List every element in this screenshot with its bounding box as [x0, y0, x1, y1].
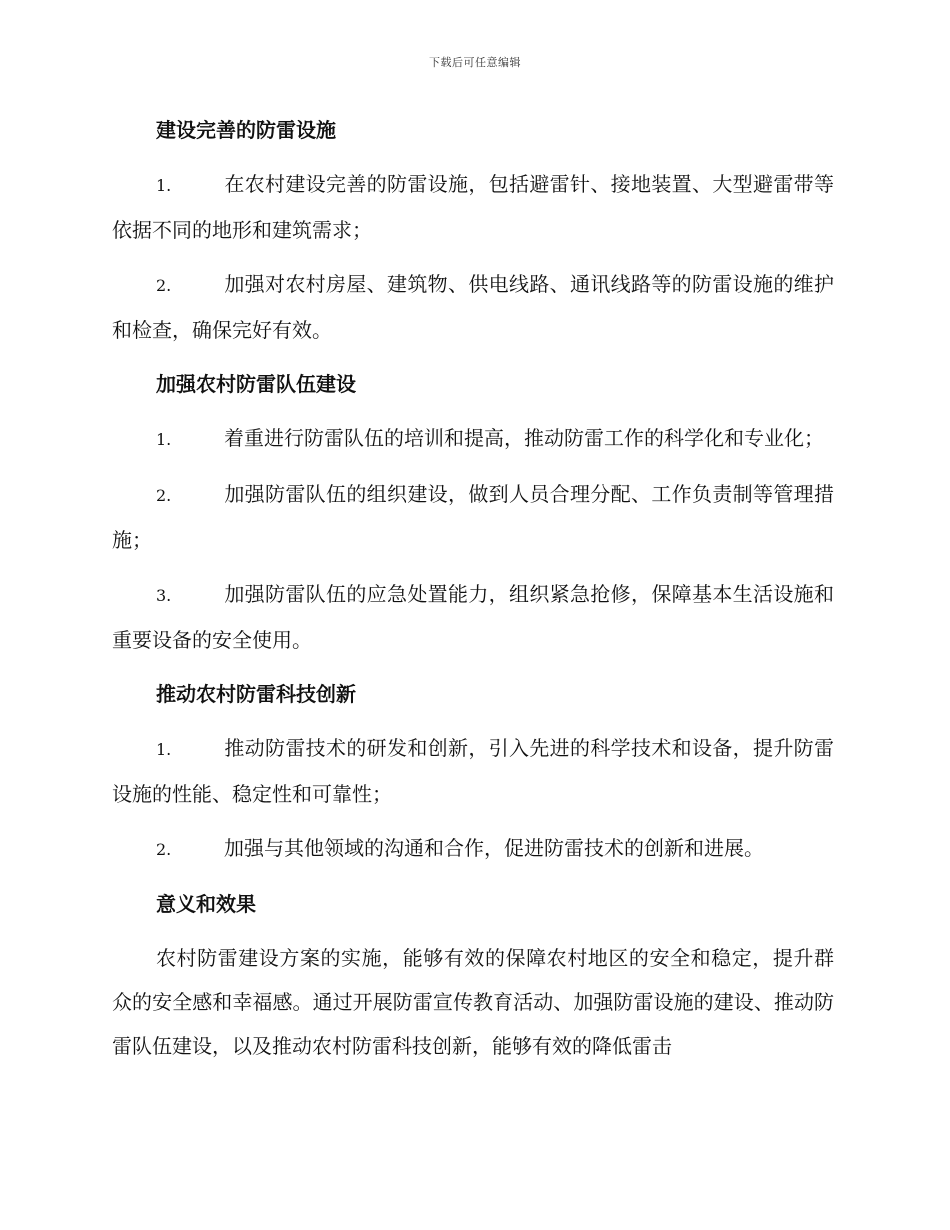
list-item — [112, 162, 834, 252]
list-item — [112, 472, 834, 562]
section-significance — [112, 882, 834, 1068]
section-heading: 建设完善的防雷设施 — [156, 118, 336, 142]
list-number: 2. — [156, 840, 172, 859]
section-tech-innovation — [112, 672, 834, 872]
section-lightning-facilities — [112, 108, 834, 352]
list-text: 加强与其他领域的沟通和合作，促进防雷技术的创新和进展。 — [224, 836, 764, 860]
list-text: 加强防雷队伍的组织建设，做到人员合理分配、工作负责制等管理措施； — [112, 482, 834, 552]
list-item — [112, 826, 834, 872]
list-number: 1. — [156, 430, 172, 449]
list-text: 推动防雷技术的研发和创新，引入先进的科学技术和设备，提升防雷设施的性能、稳定性和可靠性； — [112, 736, 834, 806]
list-item — [112, 572, 834, 662]
section-heading: 加强农村防雷队伍建设 — [156, 372, 356, 396]
list-item — [112, 726, 834, 816]
list-number: 1. — [156, 740, 172, 759]
section-heading: 意义和效果 — [156, 892, 256, 916]
section-team-building — [112, 362, 834, 662]
list-text: 着重进行防雷队伍的培训和提高，推动防雷工作的科学化和专业化； — [224, 426, 824, 450]
list-number: 3. — [156, 586, 172, 605]
list-number: 1. — [156, 176, 172, 195]
page-header: 下载后可任意编辑 — [429, 56, 521, 69]
body-paragraph: 农村防雷建设方案的实施，能够有效的保障农村地区的安全和稳定，提升群众的安全感和幸福感。通过开展防雷宣传教育活动、加强防雷设施的建设、推动防雷队伍建设，以及推动农村防雷科技创新，能够有效的降低雷击 — [112, 946, 834, 1058]
section-heading: 推动农村防雷科技创新 — [156, 682, 356, 706]
list-text: 在农村建设完善的防雷设施，包括避雷针、接地装置、大型避雷带等依据不同的地形和建筑需求； — [112, 172, 834, 242]
list-item — [112, 262, 834, 352]
list-text: 加强防雷队伍的应急处置能力，组织紧急抢修，保障基本生活设施和重要设备的安全使用。 — [112, 582, 834, 652]
list-item — [112, 416, 834, 462]
list-number: 2. — [156, 276, 172, 295]
list-number: 2. — [156, 486, 172, 505]
document-body — [112, 108, 834, 1068]
list-text: 加强对农村房屋、建筑物、供电线路、通讯线路等的防雷设施的维护和检查，确保完好有效。 — [112, 272, 834, 342]
